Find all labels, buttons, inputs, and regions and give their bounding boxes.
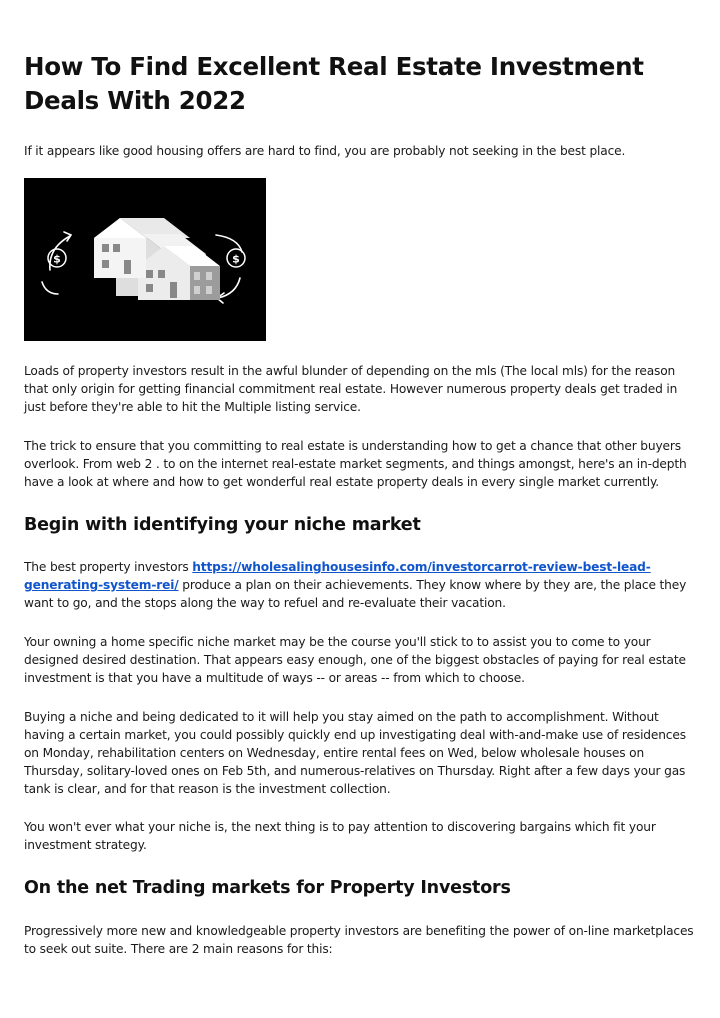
online-markets-paragraph-1: Progressively more new and knowledgeable property investors are benefiting the power of on-line marketplaces to seek out suite. There are 2 main reasons for this: xyxy=(24,924,694,956)
niche-paragraph-2: Your owning a home specific niche market may be the course you'll stick to to assist you to come to your designed desired destination. That appears easy enough, one of the biggest obstacles of paying for real estate investment is that you have a multitude of ways -- or areas -- from which to choose. xyxy=(24,635,686,685)
page-title: How To Find Excellent Real Estate Investment Deals With 2022 xyxy=(24,52,644,115)
niche-paragraph-1-rest: produce a plan on their achievements. They know where by they are, the place they want to go, and the stops along the way to refuel and re-evaluate their vacation. xyxy=(24,578,687,610)
investorcarrot-link[interactable]: https://wholesalinghousesinfo.com/investorcarrot-review-best-lead-generating-system-rei/ xyxy=(24,560,651,592)
body-paragraph-2: The trick to ensure that you committing to real estate is understanding how to get a chance that other buyers overlook. From web 2 . to on the internet real-estate market segments, and things amongst, here's an in-depth have a look at where and how to get wonderful real estate property deals in every single market currently. xyxy=(24,439,687,489)
section-heading-online-markets: On the net Trading markets for Property Investors xyxy=(24,878,511,898)
svg-text:$: $ xyxy=(53,252,61,266)
intro-paragraph: If it appears like good housing offers are hard to find, you are probably not seeking in the best place. xyxy=(24,144,626,158)
section-heading-niche: Begin with identifying your niche market xyxy=(24,515,421,535)
niche-paragraph-1 xyxy=(24,558,696,612)
body-paragraph-1: Loads of property investors result in the awful blunder of depending on the mls (The local mls) for the reason that only origin for getting financial commitment real estate. However numerous property deals get traded in just before they're able to hit the Multiple listing service. xyxy=(24,364,678,414)
niche-paragraph-4: You won't ever what your niche is, the next thing is to pay attention to discovering bargains which fit your investment strategy. xyxy=(24,820,656,852)
niche-paragraph-3: Buying a niche and being dedicated to it will help you stay aimed on the path to accomplishment. Without having a certain market, you could possibly quickly end up investigating deal with-and-make use of residences on Monday, rehabilitation centers on Wednesday, entire rental fees on Wed, below wholesale houses on Thursday, solitary-loved ones on Feb 5th, and numerous-relatives on Thursday. Right after a few days your gas tank is clear, and for that reason is the investment collection. xyxy=(24,710,686,796)
svg-text:$: $ xyxy=(232,252,240,266)
hero-image xyxy=(24,178,266,341)
niche-paragraph-1-lead: The best property investors xyxy=(24,560,193,574)
